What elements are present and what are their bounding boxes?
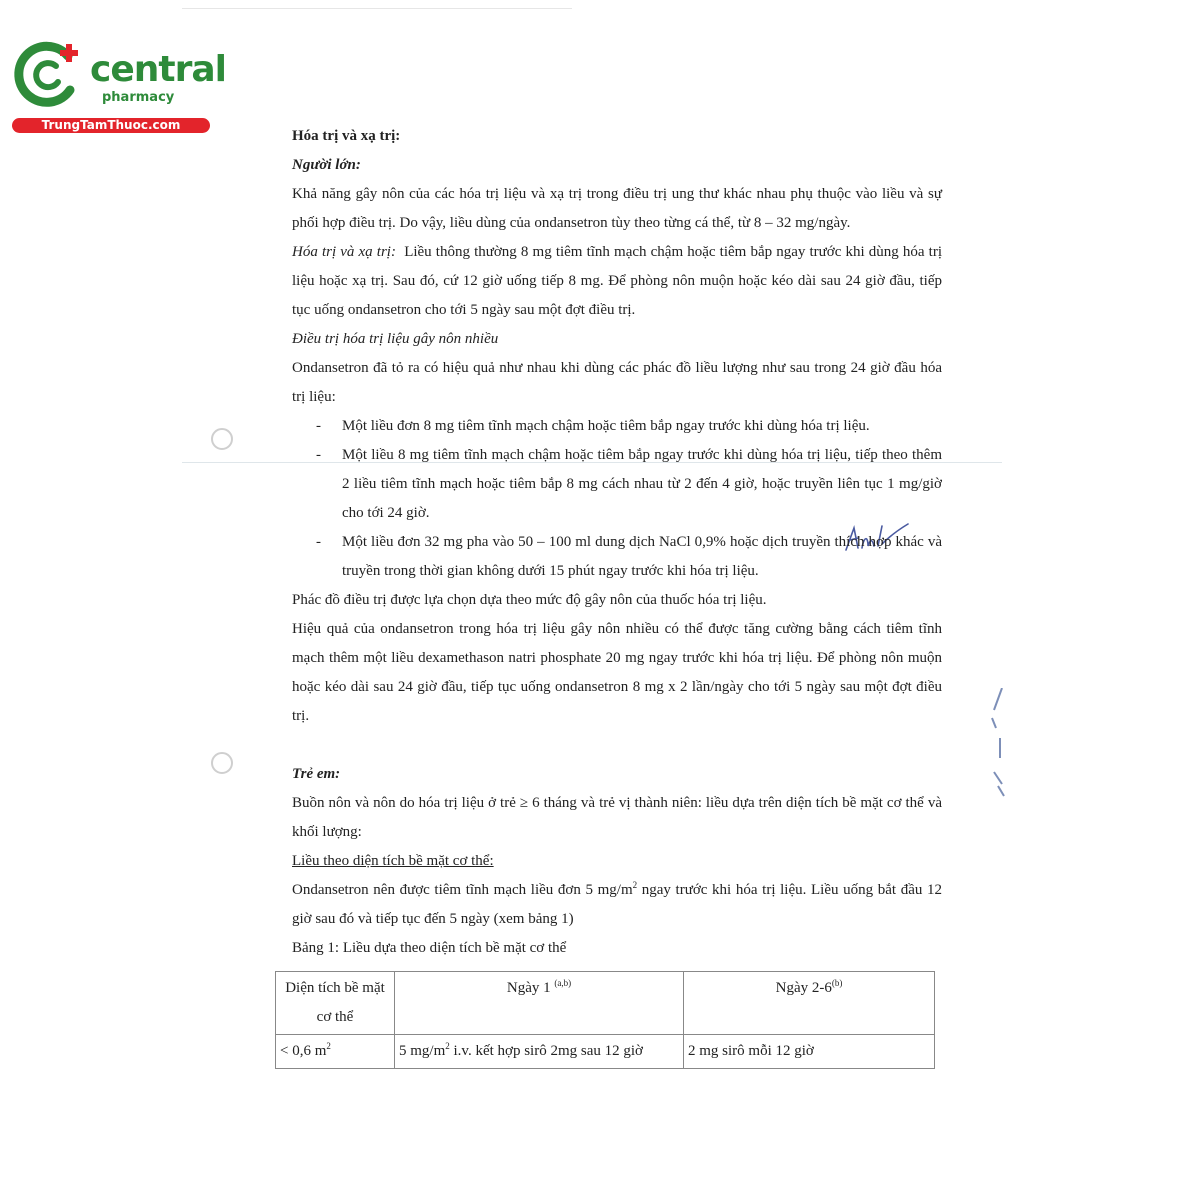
table-header-cell: Ngày 1 $^{(a,b)}$ xyxy=(395,972,684,1035)
table-caption: Bảng 1: Liều dựa theo diện tích bề mặt cơ thể xyxy=(292,940,567,956)
heading-bsa-dose: Liều theo diện tích bề mặt cơ thể: xyxy=(292,853,494,869)
central-pharmacy-logo xyxy=(12,38,226,138)
heading-high-emetogenic: Điều trị hóa trị liệu gây nôn nhiều xyxy=(292,331,499,347)
logo-subtitle: pharmacy xyxy=(102,90,175,105)
table-header-row xyxy=(276,972,935,1035)
superscript: 2 xyxy=(632,880,638,890)
binder-hole-icon xyxy=(211,428,233,450)
heading-adults: Người lớn: xyxy=(292,157,361,173)
table-cell: < 0,6 $m^2$ xyxy=(276,1035,395,1069)
paragraph-regimens: Ondansetron đã tỏ ra có hiệu quả như nhau khi dùng các phác đồ liều lượng như sau trong 24 giờ đầu hóa trị liệu: xyxy=(292,360,942,405)
dose-table xyxy=(275,971,935,1069)
paragraph-pediatric: Buồn nôn và nôn do hóa trị liệu ở trẻ ≥ 6 tháng và trẻ vị thành niên: liều dựa trên diện tích bề mặt cơ thể và khối lượng: xyxy=(292,795,942,840)
paragraph-emetogenic: Khả năng gây nôn của các hóa trị liệu và xạ trị trong điều trị ung thư khác nhau phụ thuộc vào liều và sự phối hợp điều trị. Do vậy, liều dùng của ondansetron tùy theo từng cá thể, từ 8 – 32 mg/ngày. xyxy=(292,186,942,231)
logo-name: central xyxy=(90,49,226,90)
binder-hole-icon xyxy=(211,752,233,774)
table-header-cell: Ngày 2-6$^{(b)}$ xyxy=(684,972,935,1035)
table-header-cell: Diện tích bề mặt cơ thể xyxy=(276,972,395,1035)
heading-children: Trẻ em: xyxy=(292,766,341,782)
margin-stamp-mark xyxy=(990,688,1006,798)
paragraph-standard-dose xyxy=(292,238,942,325)
text-standard-dose: Liều thông thường 8 mg tiêm tĩnh mạch chậm hoặc tiêm bắp ngay trước khi dùng hóa trị liệu hoặc xạ trị. Sau đó, cứ 12 giờ uống tiếp 8 mg. Để phòng nôn muộn hoặc kéo dài sau 24 giờ đầu, tiếp tục uống ondansetron cho tới 5 ngày sau một đợt điều trị. xyxy=(292,244,942,318)
paragraph-dexamethasone: Hiệu quả của ondansetron trong hóa trị liệu gây nôn nhiều có thể được tăng cường bằng cách tiêm tĩnh mạch thêm một liều dexamethason natri phosphate 20 mg ngay trước khi hóa trị liệu. Để phòng nôn muộn hoặc kéo dài sau 24 giờ đầu, tiếp tục uống ondansetron 8 mg x 2 lần/ngày cho tới 5 ngày sau một đợt điều trị. xyxy=(292,621,942,724)
table-cell: 5 $mg/m^2$ i.v. kết hợp sirô 2mg sau 12 giờ xyxy=(395,1035,684,1069)
paragraph-bsa-dose xyxy=(292,876,942,934)
list-item: - Một liều đơn 8 mg tiêm tĩnh mạch chậm hoặc tiêm bắp ngay trước khi dùng hóa trị liệu. xyxy=(342,412,942,441)
logo-c-icon xyxy=(12,38,88,110)
list-item: - Một liều 8 mg tiêm tĩnh mạch chậm hoặc tiêm bắp ngay trước khi dùng hóa trị liệu, tiếp theo thêm 2 liều tiêm tĩnh mạch hoặc tiêm bắp 8 mg cách nhau từ 2 đến 4 giờ, hoặc truyền liên tục 1 mg/giờ cho tới 24 giờ. xyxy=(342,441,942,528)
list-item: - Một liều đơn 32 mg pha vào 50 – 100 ml dung dịch NaCl 0,9% hoặc dịch truyền thích hợp khác và truyền trong thời gian không dưới 15 phút ngay trước khi hóa trị liệu. xyxy=(342,528,942,586)
text-bsa-b: ngay trước khi hóa trị liệu. Liều uống bắt đầu 12 giờ sau đó và tiếp tục đến 5 ngày (xem bảng 1) xyxy=(292,882,942,927)
logo-site-badge: TrungTamThuoc.com xyxy=(12,118,210,133)
regimen-list xyxy=(292,412,942,586)
text-bsa-a: Ondansetron nên được tiêm tĩnh mạch liều đơn 5 mg/m xyxy=(292,882,633,898)
document-body xyxy=(280,122,942,1069)
table-row xyxy=(276,1035,935,1069)
label-chemo-radio: Hóa trị và xạ trị: xyxy=(292,244,396,260)
table-cell: 2 mg sirô mỗi 12 giờ xyxy=(684,1035,935,1069)
paragraph-regimen-choice: Phác đồ điều trị được lựa chọn dựa theo mức độ gây nôn của thuốc hóa trị liệu. xyxy=(292,592,767,608)
page-top-edge xyxy=(182,8,572,9)
heading-chemo-radio: Hóa trị và xạ trị: xyxy=(292,128,401,144)
